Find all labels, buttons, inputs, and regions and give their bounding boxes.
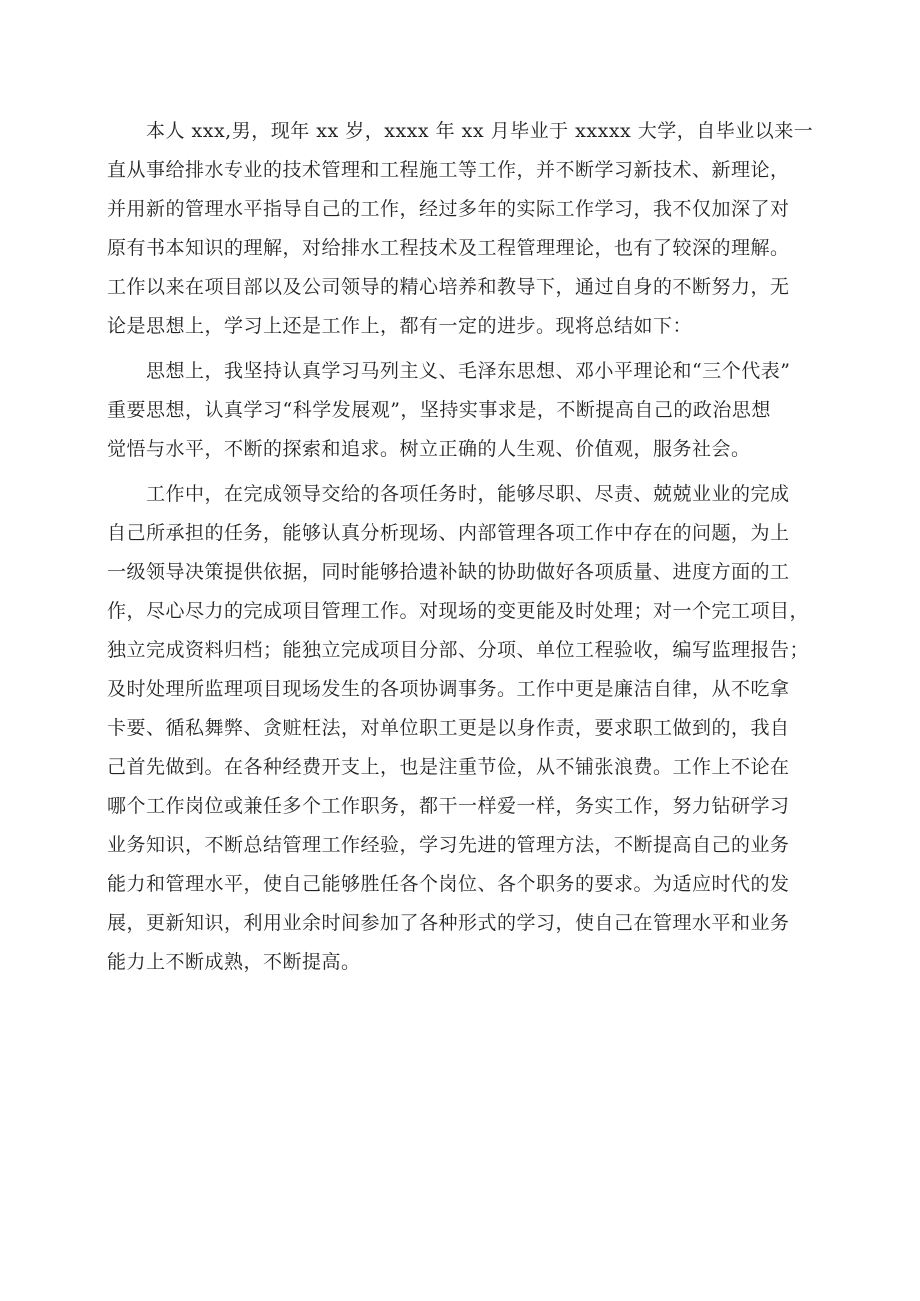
- text-line: 独立完成资料归档；能独立完成项目分部、分项、单位工程验收，编写监理报告；: [107, 639, 810, 661]
- text-line: 自己所承担的任务，能够认真分析现场、内部管理各项工作中存在的问题，为上: [107, 522, 790, 544]
- text-line: 思想上，我坚持认真学习马列主义、毛泽东思想、邓小平理论和“三个代表”: [107, 360, 791, 382]
- paragraph-work: [107, 475, 827, 982]
- text-line: 直从事给排水专业的技术管理和工程施工等工作，并不断学习新技术、新理论，: [107, 159, 790, 181]
- text-line: 业务知识，不断总结管理工作经验，学习先进的管理方法，不断提高自己的业务: [107, 834, 790, 856]
- text-line: 作，尽心尽力的完成项目管理工作。对现场的变更能及时处理；对一个完工项目，: [107, 600, 810, 622]
- text-line: 卡要、循私舞弊、贪赃枉法，对单位职工更是以身作责，要求职工做到的，我自: [107, 717, 790, 739]
- text-line: 能力上不断成熟，不断提高。: [107, 951, 361, 973]
- text-line: 能力和管理水平，使自己能够胜任各个岗位、各个职务的要求。为适应时代的发: [107, 873, 790, 895]
- paragraph-ideology: [107, 352, 827, 469]
- text-line: 展，更新知识，利用业余时间参加了各种形式的学习，使自己在管理水平和业务: [107, 912, 790, 934]
- text-line: 一级领导决策提供依据，同时能够拾遗补缺的协助做好各项质量、进度方面的工: [107, 561, 790, 583]
- text-line: 工作中，在完成领导交给的各项任务时，能够尽职、尽责、兢兢业业的完成: [107, 483, 790, 505]
- text-line: 工作以来在项目部以及公司领导的精心培养和教导下，通过自身的不断努力，无: [107, 276, 790, 298]
- paragraph-personal-intro: [107, 112, 827, 346]
- document-body: [107, 112, 827, 982]
- text-line: 并用新的管理水平指导自己的工作，经过多年的实际工作学习，我不仅加深了对: [107, 198, 790, 220]
- text-line: 觉悟与水平，不断的探索和追求。树立正确的人生观、价值观，服务社会。: [107, 438, 751, 460]
- text-line: 本人 xxx,男，现年 xx 岁，xxxx 年 xx 月毕业于 xxxxx 大学，自毕业以来一: [107, 120, 814, 142]
- text-line: 论是思想上，学习上还是工作上，都有一定的进步。现将总结如下：: [107, 315, 693, 337]
- text-line: 重要思想，认真学习“科学发展观”，坚持实事求是，不断提高自己的政治思想: [107, 399, 771, 421]
- text-line: 及时处理所监理项目现场发生的各项协调事务。工作中更是廉洁自律，从不吃拿: [107, 678, 790, 700]
- text-line: 原有书本知识的理解，对给排水工程技术及工程管理理论，也有了较深的理解。: [107, 237, 790, 259]
- text-line: 己首先做到。在各种经费开支上，也是注重节俭，从不铺张浪费。工作上不论在: [107, 756, 790, 778]
- text-line: 哪个工作岗位或兼任多个工作职务，都干一样爱一样，务实工作，努力钻研学习: [107, 795, 790, 817]
